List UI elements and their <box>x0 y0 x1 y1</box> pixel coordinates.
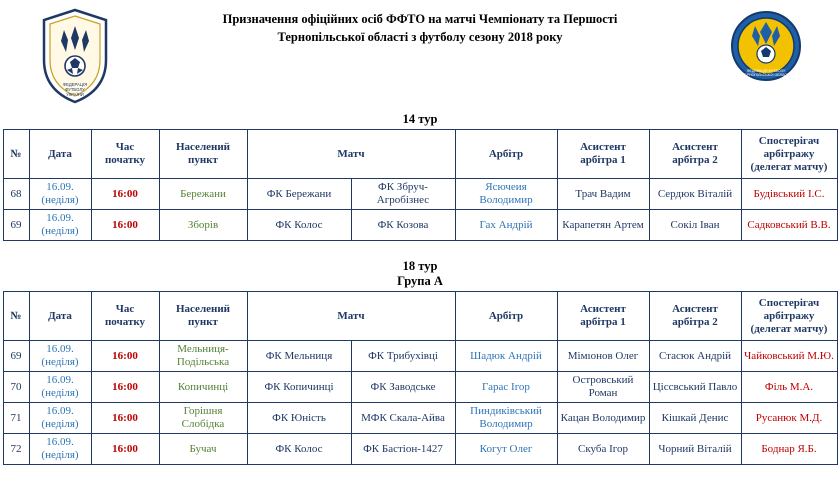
svg-text:ТЕРНОПІЛЬСЬКОЇ ОБЛАСТІ: ТЕРНОПІЛЬСЬКОЇ ОБЛАСТІ <box>742 73 790 77</box>
column-header-assistant1 <box>557 130 649 179</box>
svg-text:ФУТБОЛУ: ФУТБОЛУ <box>65 87 85 92</box>
cell-time: 16:00 <box>91 403 159 434</box>
cell-num: 70 <box>3 372 29 403</box>
table-row <box>3 341 837 372</box>
cell-assistant1: Трач Вадим <box>557 179 649 210</box>
cell-assistant2: Чорний Віталій <box>649 434 741 465</box>
page-title-line1: Призначення офіційних осіб ФФТО на матчі Чемпіонату та Першості <box>222 12 618 26</box>
cell-away-team: ФК Збруч-Агробізнес <box>351 179 455 210</box>
cell-time: 16:00 <box>91 372 159 403</box>
cell-num: 71 <box>3 403 29 434</box>
cell-assistant2: Кішкай Денис <box>649 403 741 434</box>
cell-date: 16.09. (неділя) <box>29 341 91 372</box>
cell-referee: Ясючеия Володимир <box>455 179 557 210</box>
cell-home-team: ФК Колос <box>247 434 351 465</box>
cell-assistant2: Ціссвський Павло <box>649 372 741 403</box>
cell-home-team: ФК Мельниця <box>247 341 351 372</box>
column-header-referee: Арбітр <box>455 130 557 179</box>
cell-observer: Боднар Я.Б. <box>741 434 837 465</box>
column-header-num: № <box>3 130 29 179</box>
cell-num: 69 <box>3 210 29 241</box>
column-header-place-l1: Населений <box>175 141 231 153</box>
cell-observer: Будівський І.С. <box>741 179 837 210</box>
cell-assistant2: Стасюк Андрій <box>649 341 741 372</box>
cell-assistant2: Сокіл Іван <box>649 210 741 241</box>
column-header-observer-l1: Спостерігач <box>758 134 820 147</box>
cell-away-team: МФК Скала-Айва <box>351 403 455 434</box>
column-header-assistant2 <box>649 292 741 341</box>
column-header-place-l2: пункт <box>188 154 218 166</box>
cell-place: Зборів <box>159 210 247 241</box>
column-header-place <box>159 292 247 341</box>
svg-text:ФЕДЕРАЦІЯ ФУТБОЛУ: ФЕДЕРАЦІЯ ФУТБОЛУ <box>746 69 786 73</box>
cell-observer: Садковський В.В. <box>741 210 837 241</box>
cell-referee: Шадюк Андрій <box>455 341 557 372</box>
cell-place: Бережани <box>159 179 247 210</box>
cell-assistant1: Кацан Володимир <box>557 403 649 434</box>
cell-time: 16:00 <box>91 179 159 210</box>
cell-assistant1: Островський Роман <box>557 372 649 403</box>
cell-date: 16.09. (неділя) <box>29 210 91 241</box>
cell-date: 16.09. (неділя) <box>29 372 91 403</box>
column-header-assistant1-l1: Асистент <box>580 303 626 315</box>
cell-referee: Когут Олег <box>455 434 557 465</box>
section-subcaption-group-a: Група А <box>397 274 443 288</box>
cell-referee: Гарас Ігор <box>455 372 557 403</box>
cell-away-team: ФК Козова <box>351 210 455 241</box>
column-header-assistant2-l1: Асистент <box>672 303 718 315</box>
column-header-assistant2-l2: арбітра 2 <box>672 316 718 328</box>
section-caption-14: 14 тур <box>402 112 438 126</box>
cell-observer: Філь М.А. <box>741 372 837 403</box>
column-header-date: Дата <box>29 130 91 179</box>
cell-place: Копичинці <box>159 372 247 403</box>
cell-time: 16:00 <box>91 210 159 241</box>
cell-time: 16:00 <box>91 341 159 372</box>
column-header-observer-l2: арбітражу <box>763 309 815 322</box>
column-header-assistant1 <box>557 292 649 341</box>
cell-away-team: ФК Заводське <box>351 372 455 403</box>
cell-place: Горішня Слобідка <box>159 403 247 434</box>
column-header-time-l1: Час <box>115 303 135 315</box>
column-header-observer-l2: арбітражу <box>763 147 815 160</box>
page-title-line2: Тернопільської області з футболу сезону 2018 року <box>277 30 563 44</box>
column-header-assistant2-l1: Асистент <box>672 141 718 153</box>
table-header-row <box>3 130 837 179</box>
svg-text:ФЕДЕРАЦІЯ: ФЕДЕРАЦІЯ <box>62 82 88 87</box>
cell-date: 16.09. (неділя) <box>29 403 91 434</box>
table-row <box>3 179 837 210</box>
column-header-assistant2 <box>649 130 741 179</box>
column-header-time <box>91 130 159 179</box>
ternopil-football-federation-logo <box>730 10 802 82</box>
column-header-time-l2: початку <box>104 154 146 166</box>
cell-assistant1: Мімıонов Олег <box>557 341 649 372</box>
cell-home-team: ФК Бережани <box>247 179 351 210</box>
cell-assistant1: Скуба Ігор <box>557 434 649 465</box>
cell-observer: Русанюк М.Д. <box>741 403 837 434</box>
column-header-observer-l1: Спостерігач <box>758 296 820 309</box>
column-header-observer-l3: (делегат матчу) <box>750 322 828 335</box>
column-header-referee: Арбітр <box>455 292 557 341</box>
column-header-assistant1-l2: арбітра 1 <box>580 316 626 328</box>
cell-date: 16.09. (неділя) <box>29 434 91 465</box>
cell-time: 16:00 <box>91 434 159 465</box>
page-title <box>150 10 690 46</box>
schedule-table-18 <box>3 291 838 465</box>
cell-num: 72 <box>3 434 29 465</box>
cell-referee: Пиндиківський Володимир <box>455 403 557 434</box>
cell-away-team: ФК Бастіон-1427 <box>351 434 455 465</box>
cell-home-team: ФК Копичинці <box>247 372 351 403</box>
column-header-time-l2: початку <box>104 316 146 328</box>
table-row <box>3 210 837 241</box>
column-header-observer <box>741 130 837 179</box>
schedule-table-14 <box>3 129 838 241</box>
document-header <box>0 0 840 110</box>
column-header-match: Матч <box>247 292 455 341</box>
column-header-time-l1: Час <box>115 141 135 153</box>
table-row <box>3 434 837 465</box>
cell-home-team: ФК Колос <box>247 210 351 241</box>
column-header-date: Дата <box>29 292 91 341</box>
cell-away-team: ФК Трибухівці <box>351 341 455 372</box>
column-header-time <box>91 292 159 341</box>
column-header-num: № <box>3 292 29 341</box>
column-header-place-l2: пункт <box>188 316 218 328</box>
cell-num: 68 <box>3 179 29 210</box>
column-header-place-l1: Населений <box>175 303 231 315</box>
ffu-emblem-logo <box>40 8 110 104</box>
column-header-match: Матч <box>247 130 455 179</box>
column-header-assistant2-l2: арбітра 2 <box>672 154 718 166</box>
column-header-place <box>159 130 247 179</box>
cell-num: 69 <box>3 341 29 372</box>
cell-home-team: ФК Юність <box>247 403 351 434</box>
table-header-row <box>3 292 837 341</box>
table-row <box>3 372 837 403</box>
column-header-observer-l3: (делегат матчу) <box>750 160 828 173</box>
cell-place: Мельниця-Подільська <box>159 341 247 372</box>
svg-text:УКРАЇНИ: УКРАЇНИ <box>66 92 84 97</box>
cell-referee: Гах Андрій <box>455 210 557 241</box>
cell-observer: Чайковський М.Ю. <box>741 341 837 372</box>
table-row <box>3 403 837 434</box>
section-caption-18: 18 тур <box>402 259 438 273</box>
column-header-assistant1-l1: Асистент <box>580 141 626 153</box>
cell-date: 16.09. (неділя) <box>29 179 91 210</box>
column-header-assistant1-l2: арбітра 1 <box>580 154 626 166</box>
section-spacer <box>0 241 840 259</box>
column-header-observer <box>741 292 837 341</box>
cell-assistant2: Сердюк Віталій <box>649 179 741 210</box>
cell-assistant1: Карапетян Артем <box>557 210 649 241</box>
cell-place: Бучач <box>159 434 247 465</box>
